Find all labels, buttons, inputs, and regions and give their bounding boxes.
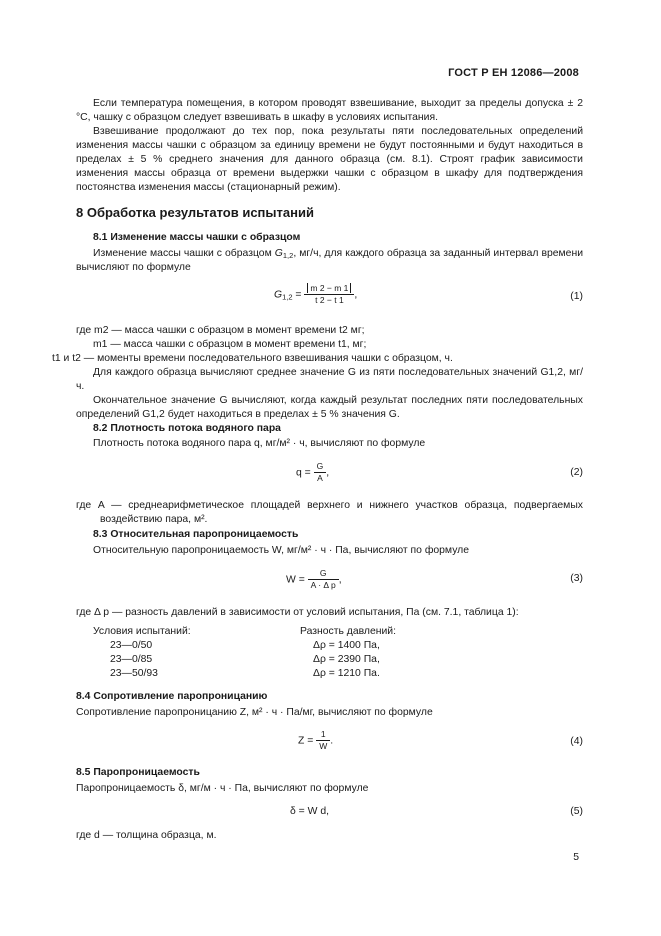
where-m1: m1 — масса чашки с образцом в момент времени t1, мг; bbox=[93, 339, 367, 350]
paragraph-weighing: Взвешивание продолжают до тех пор, пока результаты пяти последовательных определений изменения массы чашки с образцом за единицу времени не будут постоянными и будут находиться в пределах ± 5 % среднего значения для данного образца (см. 8.1). Строят график зависимости изменения массы образца от времени выдержки чашки с образцом в шкафу для подтверждения постоянства изменения массы (стационарный режим). bbox=[76, 126, 583, 193]
pressure-row-2: Δρ = 2390 Па, bbox=[313, 654, 380, 665]
formula-5: δ = W d, bbox=[290, 806, 329, 817]
equation-number-1: (1) bbox=[570, 291, 583, 302]
where-A: где A — среднеарифметическое площадей верхнего и нижнего участков образца, подвергаемых воздействию пара, м². bbox=[76, 500, 583, 525]
subsection-title-8-1: 8.1 Изменение массы чашки с образцом bbox=[93, 232, 301, 243]
formula-1-fraction: $\frac{m 2 - m 1}{t 2 - t 1}$ bbox=[304, 283, 354, 306]
paragraph-8-5-intro: Паропроницаемость δ, мг/м · ч · Па, вычисляют по формуле bbox=[76, 783, 369, 794]
paragraph-average-G: Для каждого образца вычисляют среднее значение G из пяти последовательных значений G1,2, мг/ч. bbox=[76, 367, 583, 392]
paragraph-8-2-intro: Плотность потока водяного пара q, мг/м² · ч, вычисляют по формуле bbox=[93, 438, 426, 449]
conditions-header-right: Разность давлений: bbox=[300, 626, 396, 637]
section-title: 8 Обработка результатов испытаний bbox=[76, 205, 314, 220]
paragraph-8-4-intro: Сопротивление паропроницанию Z, м² · ч · Па/мг, вычисляют по формуле bbox=[76, 707, 433, 718]
document-header: ГОСТ Р ЕН 12086—2008 bbox=[448, 67, 579, 79]
equation-number-4: (4) bbox=[570, 736, 583, 747]
page-number: 5 bbox=[573, 852, 579, 863]
formula-1: $G_{1,2}$ = $\frac{m 2 - m 1}{t 2 - t 1}$ , bbox=[274, 283, 358, 305]
subsection-title-8-2: 8.2 Плотность потока водяного пара bbox=[93, 423, 281, 434]
formula-2: q = $\frac{G}{A}$ , bbox=[296, 461, 330, 483]
equation-number-2: (2) bbox=[570, 467, 583, 478]
formula-3: W = $\frac{G}{\text{A · Δ p}}$ , bbox=[286, 568, 342, 590]
condition-row-1: 23—0/50 bbox=[110, 640, 153, 651]
subsection-title-8-5: 8.5 Паропроницаемость bbox=[76, 767, 200, 778]
paragraph-final-G: Окончательное значение G вычисляют, когда каждый результат последних пяти последовательных определений G1,2 будет находиться в пределах ± 5 % значения G. bbox=[76, 395, 583, 420]
paragraph-temperature: Если температура помещения, в котором проводят взвешивание, выходит за пределы допуска ± 2 °С, чашку с образцом следует взвешивать в шкафу в условиях испытания. bbox=[76, 98, 583, 123]
paragraph-8-1-intro: Изменение массы чашки с образцом $G_{1,2}$, мг/ч, для каждого образца за заданный интервал времени вычисляют по формуле bbox=[76, 248, 583, 273]
formula-4: Z = $\frac{1}{W}$ . bbox=[298, 729, 334, 751]
condition-row-2: 23—0/85 bbox=[110, 654, 153, 665]
condition-row-3: 23—50/93 bbox=[110, 668, 158, 679]
subsection-title-8-4: 8.4 Сопротивление паропроницанию bbox=[76, 691, 268, 702]
where-dp: где Δ p — разность давлений в зависимости от условий испытания, Па (см. 7.1, таблица 1): bbox=[76, 607, 519, 618]
where-d: где d — толщина образца, м. bbox=[76, 830, 217, 841]
subsection-title-8-3: 8.3 Относительная паропроницаемость bbox=[93, 529, 299, 540]
where-m2: где m2 — масса чашки с образцом в момент времени t2 мг; bbox=[76, 325, 365, 336]
conditions-header-left: Условия испытаний: bbox=[93, 626, 191, 637]
where-t: t1 и t2 — моменты времени последовательного взвешивания чашки с образцом, ч. bbox=[52, 353, 453, 364]
equation-number-5: (5) bbox=[570, 806, 583, 817]
paragraph-8-3-intro: Относительную паропроницаемость W, мг/м² · ч · Па, вычисляют по формуле bbox=[93, 545, 469, 556]
pressure-row-3: Δρ = 1210 Па. bbox=[313, 668, 380, 679]
pressure-row-1: Δρ = 1400 Па, bbox=[313, 640, 380, 651]
equation-number-3: (3) bbox=[570, 573, 583, 584]
